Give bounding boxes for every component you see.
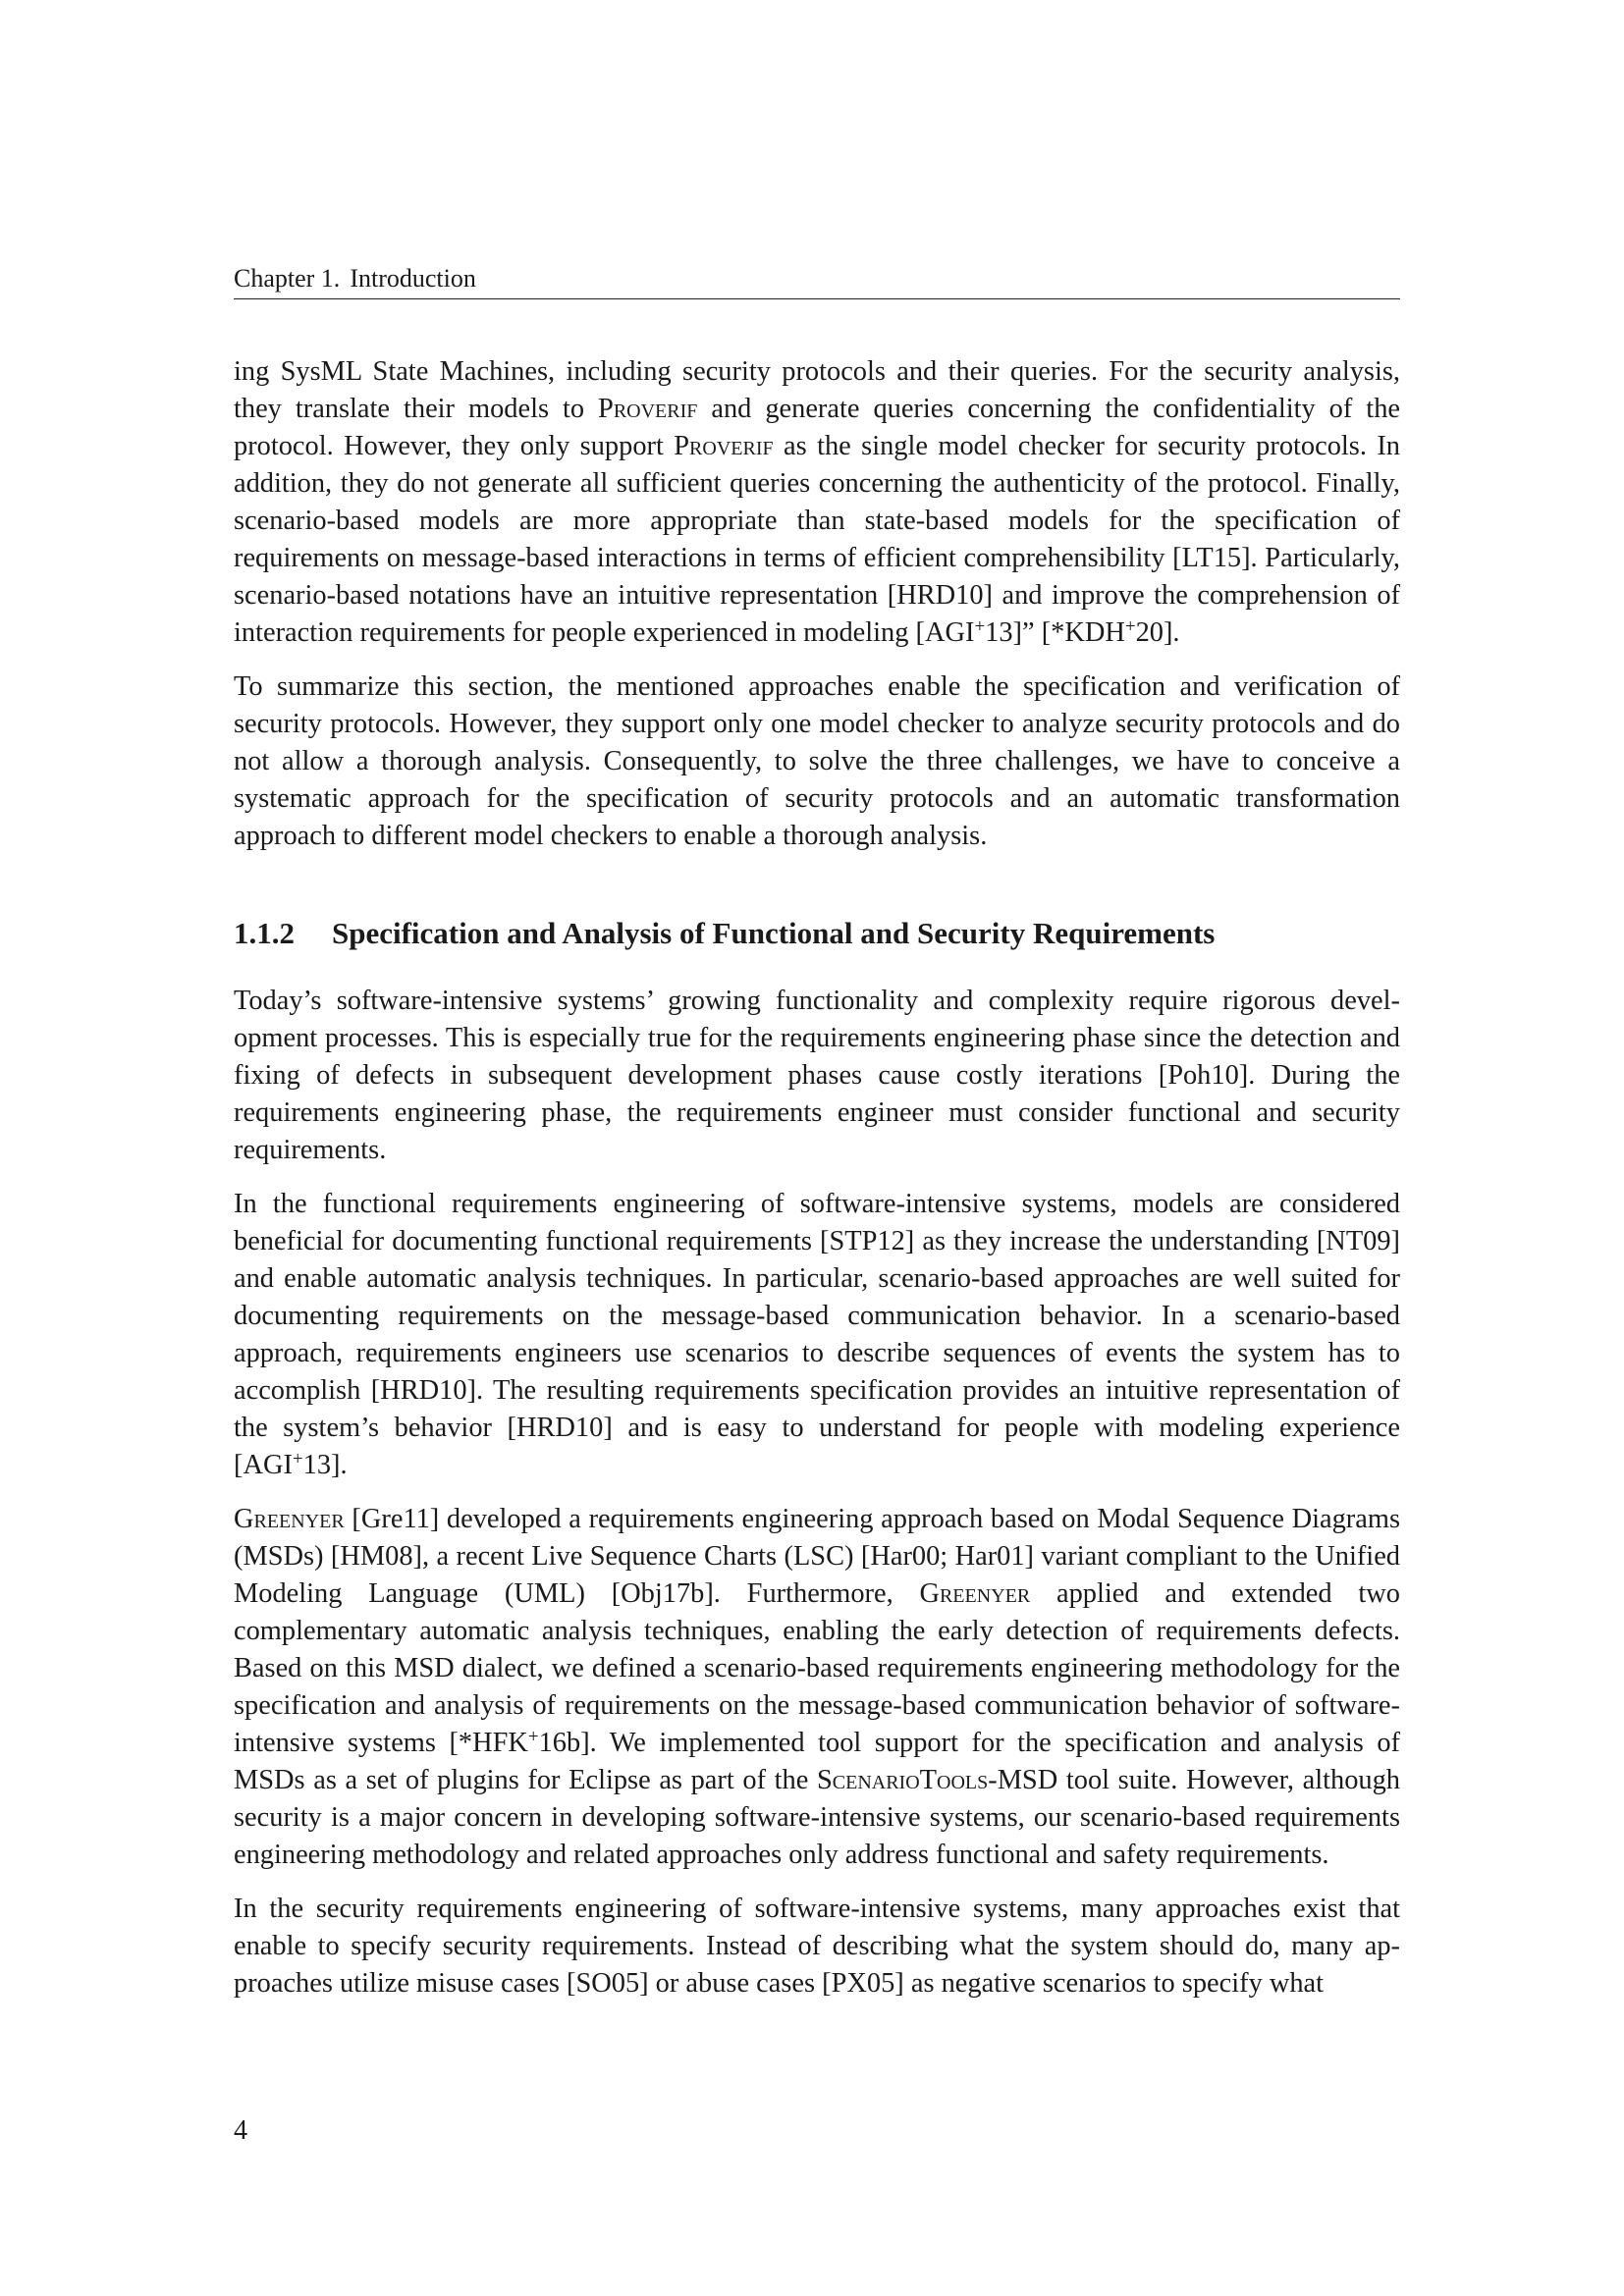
paragraph-5: [234, 1501, 1400, 1874]
citation-superscript: +: [292, 1449, 303, 1469]
body-text: [234, 353, 1400, 2019]
paragraph-6: In the security requirements engineering of software-intensive systems, many approaches exist that enable to specify security requirements. Instead of describing what the system should do, many approaches utilize misuse cases [SO05] or abuse cases [PX05] as negative scenarios to specify what: [234, 1894, 1400, 1999]
text-run: In the functional requirements engineering of software-intensive systems, models are considered beneficial for documenting functional requirements [STP12] as they increase the understanding [NT09] and enable automatic analysis techniques. In particular, scenario-based approaches are well suited for documenting requirements on the message-based communication behavior. In a scenario-based approach, requirements engineers use scenarios to describe sequences of events the system has to accomplish [HRD10]. The resulting requirements specification provides an intuitive representation of the system’s behavior [HRD10] and is easy to understand for people with modeling experience [AGI: [234, 1189, 1400, 1480]
text-run: ing SysML State Machines, including security protocols and their queries. For the security analysis, they translate their models to: [234, 356, 1400, 424]
tool-name-proverif: Proverif: [674, 431, 774, 461]
text-run: and generate queries concerning the confidentiality of the protocol. However, they only support: [234, 394, 1400, 461]
header-rule: [234, 298, 1400, 299]
running-head: [234, 263, 1400, 294]
section-heading: [234, 914, 1400, 953]
paragraph-1: [234, 353, 1400, 652]
text-run: 16b]. We implemented tool support for the specification and analysis of MSDs as a set of plugins for Eclipse as part of the: [234, 1728, 1400, 1795]
paragraph-3: Today’s software-intensive systems’ growing functionality and complexity require rigorous development processes. This is especially true for the requirements engineering phase since the detection and fixing of defects in subsequent development phases cause costly iterations [Poh10]. During the requirements engineering phase, the requirements engineer must consider functional and security requirements.: [234, 986, 1400, 1165]
author-name-greenyer: Greenyer: [234, 1504, 345, 1534]
text-run: as the single model checker for security protocols. In addition, they do not generate all sufficient queries concerning the authenticity of the protocol. Finally, scenario-based models are more appropriate than state-based models for the specification of requirements on message-based interactions in terms of efficient comprehensibility [LT15]. Particularly, scenario-based notations have an intuitive representation [HRD10] and improve the comprehension of interaction requirements for people experienced in modeling [AGI: [234, 431, 1400, 648]
running-head-title: Introduction: [350, 264, 476, 293]
page-number: 4: [234, 2115, 247, 2146]
tool-name-proverif: Proverif: [598, 394, 698, 424]
text-run: [Gre11] developed a requirements engineering approach based on Modal Sequence Diagrams (MSDs) [HM08], a recent Live Sequence Charts (LSC) [Har00; Har01] variant compliant to the Unified Modeling Language (UML) [Obj17b]. Furthermore,: [234, 1504, 1400, 1609]
text-run: applied and extended two complementary automatic analysis techniques, enabling the early detection of requirements defects. Based on this MSD dialect, we defined a scenario-based requirements engineering methodology for the specification and analysis of requirements on the message-based communication behavior of software-intensive systems [*HFK: [234, 1578, 1400, 1758]
running-head-chapter: Chapter 1.: [234, 264, 341, 293]
text-run: 20].: [1135, 617, 1180, 648]
citation-superscript: +: [974, 616, 986, 637]
citation-superscript: +: [527, 1727, 539, 1747]
section-title: Specification and Analysis of Functional and Security Requirements: [332, 916, 1216, 950]
text-run: 13]” [*KDH: [985, 617, 1125, 648]
section-number: 1.1.2: [234, 916, 295, 950]
citation-superscript: +: [1124, 616, 1136, 637]
text-run: -MSD tool suite. However, although security is a major concern in developing software-intensive systems, our scenario-based requirements engineering methodology and related approaches only address functional and safety requirements.: [234, 1765, 1400, 1870]
author-name-greenyer: Greenyer: [919, 1578, 1031, 1609]
paragraph-2: To summarize this section, the mentioned approaches enable the specification and verification of security protocols. However, they support only one model checker to analyze security protocols and do not allow a thorough analysis. Consequently, to solve the three challenges, we have to conceive a systematic approach for the specification of security protocols and an automatic transformation approach to different model checkers to enable a thorough analysis.: [234, 671, 1400, 851]
text-run: 13].: [302, 1450, 348, 1480]
tool-name-scenariotools: ScenarioTools: [816, 1765, 989, 1795]
paragraph-4: [234, 1186, 1400, 1484]
